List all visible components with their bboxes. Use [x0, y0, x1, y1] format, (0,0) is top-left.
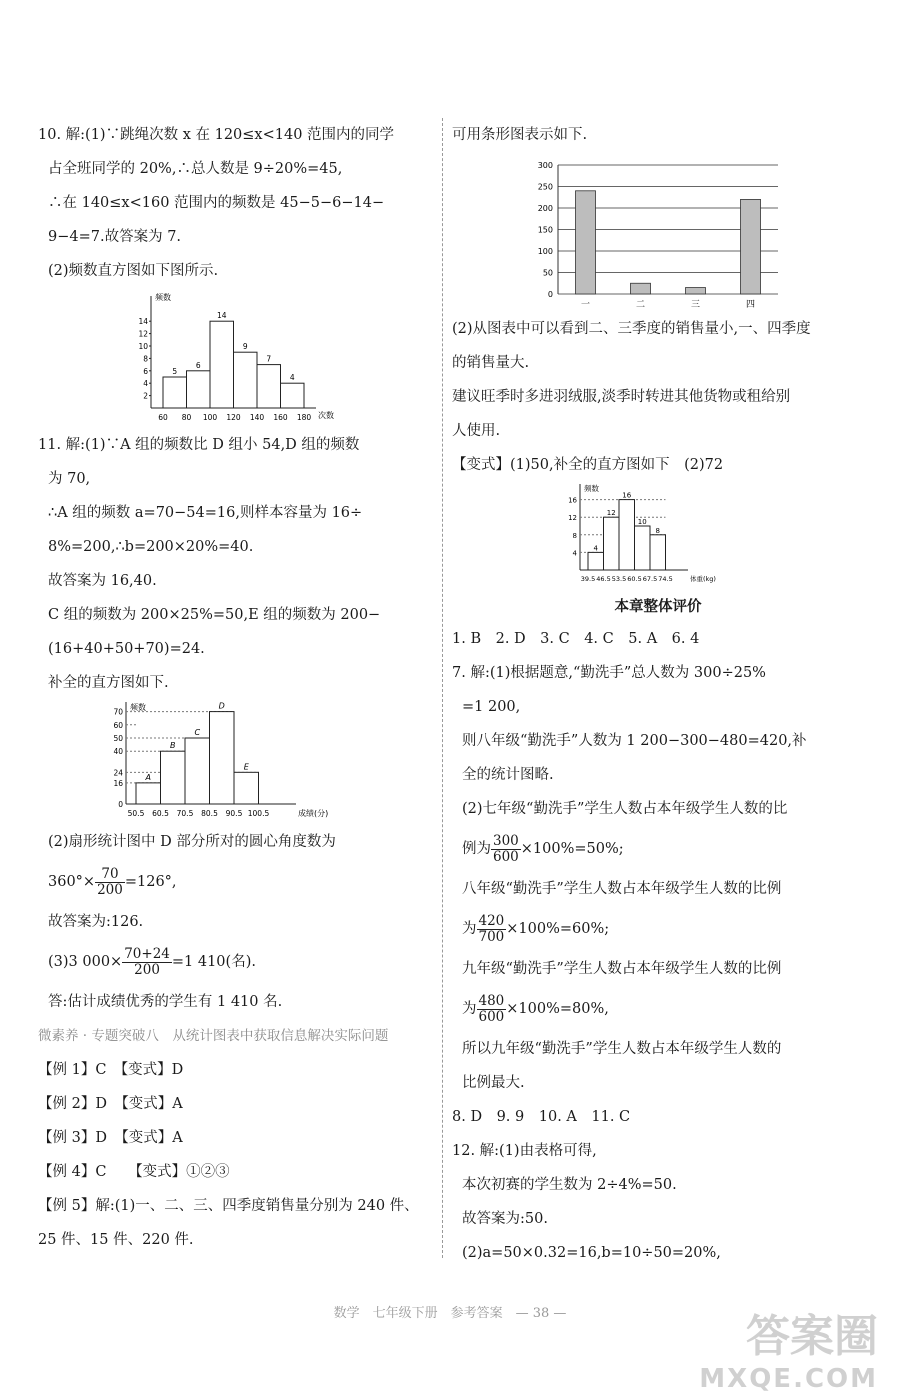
bar-value-label: 10: [637, 518, 647, 526]
x-tick-label: 120: [225, 413, 241, 422]
y-tick-label: 50: [542, 268, 553, 278]
sales-bar: [631, 283, 651, 294]
y-tick-label: 300: [537, 161, 553, 170]
chapter-evaluation-title: 本章整体评价: [614, 599, 702, 615]
example-2: 【例 2】D 【变式】A: [38, 1096, 183, 1112]
bar-group-label: A: [145, 772, 151, 782]
q7-line11: 所以九年级“勤洗手”学生人数占本年级学生人数的: [462, 1041, 782, 1057]
x-category-label: 一: [580, 300, 591, 310]
q7-line5: (2)七年级“勤洗手”学生人数占本年级学生人数的比: [462, 801, 788, 817]
q11-line13: 答:估计成绩优秀的学生有 1 410 名.: [48, 994, 283, 1010]
x-tick-label: 100: [202, 413, 217, 422]
example-4: 【例 4】C 【变式】①②③: [38, 1164, 230, 1180]
q7-line9: 九年级“勤洗手”学生人数占本年级学生人数的比例: [462, 961, 782, 977]
y-tick-label: 2: [142, 391, 148, 401]
r-line4: 建议旺季时多进羽绒服,淡季时转进其他货物或租给别: [452, 389, 791, 405]
histogram-bar: [635, 526, 651, 570]
example-1: 【例 1】C 【变式】D: [38, 1062, 184, 1078]
answers-8-11: 8. D 9. 9 10. A 11. C: [452, 1109, 631, 1125]
x-axis-label: 体重(kg): [690, 575, 716, 583]
bar-value-label: 16: [622, 491, 632, 500]
watermark-top: 答案圈: [746, 1311, 878, 1362]
x-tick-label: 53.5: [611, 575, 627, 583]
y-tick-label: 100: [537, 247, 553, 256]
y-tick-label: 70: [112, 707, 123, 717]
x-tick-label: 70.5: [176, 809, 193, 818]
sales-bar: [741, 199, 761, 294]
y-tick-label: 6: [142, 366, 148, 376]
x-tick-label: 60.5: [627, 575, 642, 583]
q7-line2: =1 200,: [462, 699, 521, 715]
q12-line4: (2)a=50×0.32=16,b=10÷50=20%,: [462, 1245, 721, 1261]
y-tick-label: 0: [547, 290, 553, 299]
x-tick-label: 180: [296, 413, 311, 422]
q7-line7: 八年级“勤洗手”学生人数占本年级学生人数的比例: [462, 881, 782, 897]
chart-quarterly-sales-bar: [518, 152, 798, 312]
histogram-bar: [280, 383, 304, 408]
y-tick-label: 200: [537, 204, 553, 213]
y-tick-label: 8: [142, 354, 148, 364]
y-axis-label: 频数: [584, 484, 599, 493]
y-tick-label: 14: [137, 317, 148, 327]
bar-value-label: 4: [593, 544, 598, 553]
bar-value-label: 5: [171, 367, 177, 376]
y-tick-label: 60: [112, 720, 123, 730]
q7-line10: 为 $\frac{480}{600}$ ×100%=80%,: [462, 992, 609, 1025]
micro-section-title: 微素养 · 专题突破八 从统计图表中获取信息解决实际问题: [38, 1028, 389, 1044]
y-tick-label: 150: [537, 225, 553, 235]
q7-line1: 7. 解:(1)根据题意,“勤洗手”总人数为 300÷25%: [452, 665, 766, 681]
x-tick-label: 74.5: [658, 575, 673, 583]
bar-group-label: D: [218, 701, 225, 711]
y-tick-label: 24: [112, 768, 123, 778]
y-tick-label: 12: [137, 329, 148, 339]
bar-group-label: E: [243, 762, 249, 772]
x-tick-label: 50.5: [127, 809, 144, 818]
bar-value-label: 4: [289, 373, 295, 383]
x-tick-label: 160: [272, 413, 288, 422]
y-tick-label: 4: [142, 379, 148, 389]
histogram-bar: [209, 712, 234, 804]
x-axis-label: 次数: [317, 411, 334, 420]
y-tick-label: 50: [112, 734, 123, 743]
q11-line7: (16+40+50+70)=24.: [48, 641, 205, 657]
r-line3: 的销售量大.: [452, 355, 530, 371]
q11-line6: C 组的频数为 200×25%=50,E 组的频数为 200−: [48, 607, 381, 623]
y-tick-label: 10: [137, 342, 148, 351]
q7-line8: 为 $\frac{420}{700}$ ×100%=60%;: [462, 912, 610, 945]
column-divider: [442, 118, 443, 1258]
q7-line3: 则八年级“勤洗手”人数为 1 200−300−480=420,补: [462, 733, 807, 749]
y-axis-label: 频数: [154, 293, 171, 302]
y-tick-label: 40: [112, 747, 123, 757]
x-tick-label: 140: [249, 413, 264, 422]
bar-value-label: 14: [216, 311, 227, 321]
sales-bar: [686, 288, 706, 294]
q7-line6: 例为 $\frac{300}{600}$ ×100%=50%;: [462, 832, 624, 865]
x-tick-label: 80.5: [200, 809, 218, 818]
histogram-bar: [234, 772, 259, 804]
q7-line4: 全的统计图略.: [462, 767, 554, 783]
y-tick-label: 250: [537, 182, 553, 192]
q10-line1: 10. 解:(1)∵跳绳次数 x 在 120≤x<140 范围内的同学: [38, 127, 395, 143]
histogram-bar: [160, 751, 185, 804]
q11-line10: 360°× $\frac{70}{200}$ =126°,: [48, 865, 177, 898]
x-category-label: 二: [635, 300, 646, 310]
histogram-bar: [257, 365, 281, 408]
q11-line12: (3)3 000× $\frac{70+24}{200}$ =1 410(名).: [48, 945, 256, 978]
bar-value-label: 6: [195, 360, 201, 370]
q11-line5: 故答案为 16,40.: [48, 573, 157, 589]
y-tick-label: 0: [117, 800, 123, 809]
r-line5: 人使用.: [452, 423, 501, 439]
histogram-bar: [619, 500, 635, 570]
q11-line3: ∴A 组的频数 a=70−54=16,则样本容量为 16÷: [48, 505, 363, 521]
bar-value-label: 9: [242, 342, 248, 352]
x-tick-label: 100.5: [247, 809, 269, 818]
histogram-bar: [185, 738, 210, 804]
q10-line4: 9−4=7.故答案为 7.: [48, 229, 182, 245]
x-tick-label: 39.5: [580, 575, 596, 583]
bar-value-label: 12: [606, 509, 616, 518]
x-tick-label: 60.5: [151, 809, 169, 818]
bar-group-label: C: [193, 728, 200, 737]
q11-line4: 8%=200,∴b=200×20%=40.: [48, 539, 254, 555]
x-tick-label: 46.5: [596, 575, 611, 583]
q11-line8: 补全的直方图如下.: [48, 675, 169, 691]
y-tick-label: 16: [568, 496, 577, 505]
q7-line12: 比例最大.: [462, 1075, 525, 1091]
q11-line11: 故答案为:126.: [48, 914, 144, 930]
q12-line1: 12. 解:(1)由表格可得,: [452, 1143, 597, 1159]
y-tick-label: 12: [568, 514, 577, 523]
y-tick-label: 16: [112, 778, 123, 788]
watermark-bottom: MXQE.COM: [699, 1364, 878, 1394]
histogram-bar: [163, 377, 187, 408]
histogram-bar: [136, 783, 161, 804]
answers-1-6: 1. B 2. D 3. C 4. C 5. A 6. 4: [452, 631, 700, 647]
histogram-bar: [186, 371, 210, 408]
right-column: [452, 118, 864, 1270]
q12-line3: 故答案为:50.: [462, 1211, 548, 1227]
histogram-bar: [588, 552, 604, 570]
q11-line2: 为 70,: [48, 471, 91, 487]
r-variant: 【变式】(1)50,补全的直方图如下 (2)72: [452, 457, 724, 473]
q11-line1: 11. 解:(1)∵A 组的频数比 D 组小 54,D 组的频数: [38, 437, 360, 453]
histogram-bar: [604, 517, 620, 570]
y-tick-label: 8: [572, 531, 577, 540]
example-3: 【例 3】D 【变式】A: [38, 1130, 183, 1146]
q10-line5: (2)频数直方图如下图所示.: [48, 263, 219, 279]
sales-bar: [576, 191, 596, 294]
chart-score-histogram: [86, 700, 386, 825]
x-tick-label: 90.5: [225, 809, 242, 818]
y-axis-label: 频数: [129, 703, 146, 712]
bar-value-label: 8: [655, 526, 660, 535]
x-category-label: 三: [690, 300, 701, 310]
histogram-bar: [210, 321, 234, 408]
chart-jump-rope-histogram: [121, 288, 351, 428]
x-category-label: 四: [745, 300, 756, 310]
r-line1: 可用条形图表示如下.: [452, 127, 588, 143]
watermark-logo: [699, 1300, 878, 1394]
r-line2: (2)从图表中可以看到二、三季度的销售量小,一、四季度: [452, 321, 811, 337]
x-tick-label: 67.5: [642, 575, 658, 583]
q10-line3: ∴在 140≤x<160 范围内的频数是 45−5−6−14−: [48, 195, 385, 211]
x-axis-label: 成绩(分): [297, 809, 328, 818]
left-column: [38, 118, 433, 1257]
q12-line2: 本次初赛的学生数为 2÷4%=50.: [462, 1177, 677, 1193]
chart-weight-histogram: [558, 482, 758, 592]
y-tick-label: 4: [572, 549, 577, 558]
example-5-line1: 【例 5】解:(1)一、二、三、四季度销售量分别为 240 件、: [38, 1198, 419, 1214]
bar-value-label: 7: [265, 354, 271, 364]
q11-line9: (2)扇形统计图中 D 部分所对的圆心角度数为: [48, 834, 336, 850]
histogram-bar: [650, 535, 666, 570]
example-5-line2: 25 件、15 件、220 件.: [38, 1232, 194, 1248]
x-tick-label: 60: [157, 413, 168, 422]
q10-line2: 占全班同学的 20%,∴总人数是 9÷20%=45,: [48, 161, 343, 177]
histogram-bar: [233, 352, 257, 408]
page-footer: 数学 七年级下册 参考答案 — 38 —: [333, 1306, 567, 1321]
x-tick-label: 80: [181, 413, 191, 422]
bar-group-label: B: [169, 741, 175, 751]
